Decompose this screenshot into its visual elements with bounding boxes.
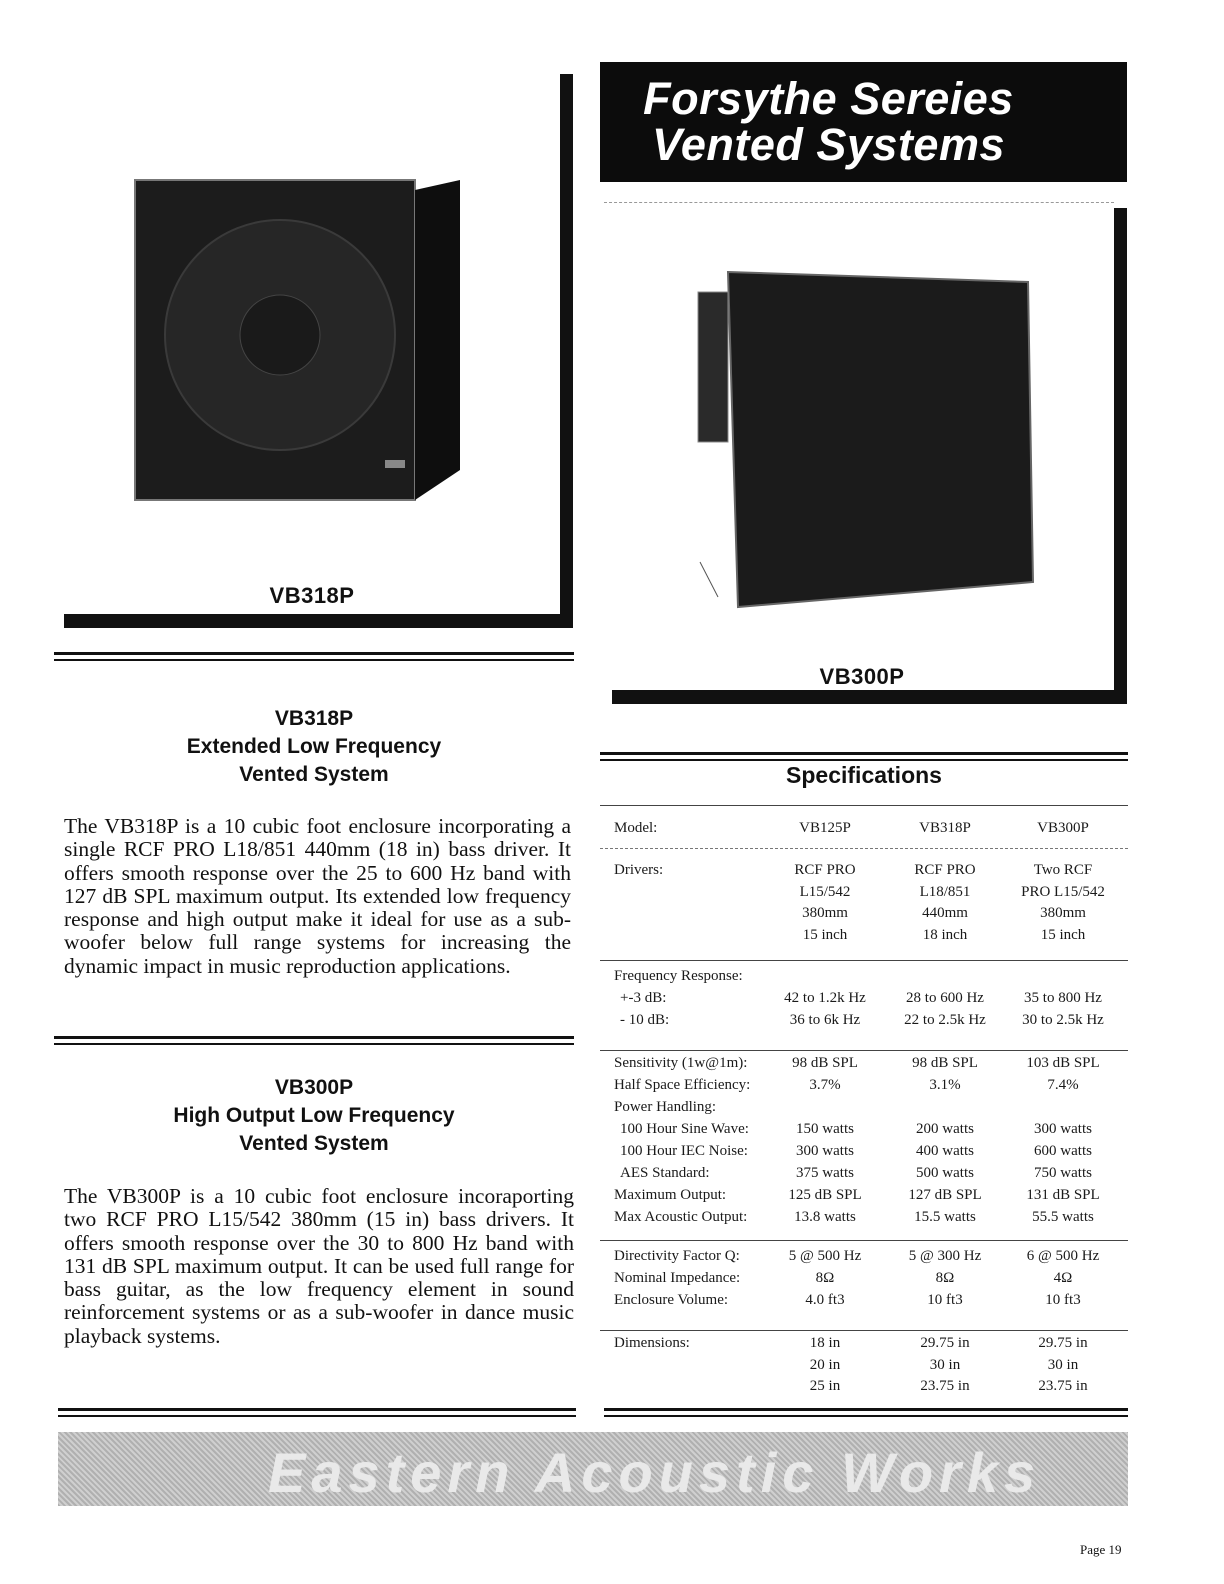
spec-label: Model: — [614, 820, 658, 836]
right-frame-right-bar — [1114, 208, 1127, 704]
spec-label: Max Acoustic Output: — [614, 1209, 748, 1225]
vb300p-photo — [688, 262, 1048, 612]
spec-value: 13.8 watts — [794, 1209, 856, 1225]
vb318p-photo-caption: VB318P — [269, 583, 355, 608]
vb318p-heading-model: VB318P — [274, 707, 354, 730]
spec-value: 300 watts — [796, 1143, 854, 1159]
spec-separator — [600, 960, 1128, 961]
vb318p-heading — [64, 705, 564, 789]
left-frame-bottom-bar — [64, 614, 573, 628]
spec-value: 4.0 ft3 — [805, 1292, 845, 1308]
vb300p-heading — [64, 1074, 564, 1158]
spec-value: VB125P — [799, 820, 851, 836]
spec-value: 8Ω — [935, 1270, 955, 1286]
spec-value: 22 to 2.5k Hz — [904, 1012, 986, 1028]
spec-value: 380mm — [1040, 905, 1086, 921]
spec-value: 15 inch — [802, 926, 848, 943]
spec-value: 3.1% — [929, 1077, 961, 1093]
spec-separator — [600, 805, 1128, 806]
vb300p-heading-desc1: High Output Low Frequency — [173, 1104, 455, 1127]
spec-value: 6 @ 500 Hz — [1026, 1248, 1100, 1264]
spec-value: 200 watts — [916, 1121, 974, 1137]
spec-value: 300 watts — [1034, 1121, 1092, 1137]
spec-label: Nominal Impedance: — [614, 1270, 741, 1286]
section-divider — [54, 652, 574, 661]
spec-label: Power Handling: — [614, 1099, 717, 1115]
spec-value: 400 watts — [916, 1143, 974, 1159]
spec-value: 28 to 600 Hz — [906, 990, 984, 1006]
spec-value: 42 to 1.2k Hz — [784, 990, 866, 1006]
spec-value: 29.75 in — [1038, 1335, 1088, 1351]
spec-value: 36 to 6k Hz — [789, 1012, 861, 1028]
spec-value: 750 watts — [1034, 1165, 1092, 1181]
spec-value: 127 dB SPL — [908, 1187, 982, 1203]
spec-top-divider — [600, 752, 1128, 761]
spec-label: Sensitivity (1w@1m): — [614, 1055, 748, 1071]
page-number: Page 19 — [1080, 1542, 1122, 1557]
spec-separator — [600, 1330, 1128, 1331]
spec-label: +-3 dB: — [620, 990, 667, 1006]
right-frame-top-rule — [604, 202, 1114, 203]
spec-value: VB318P — [919, 820, 971, 836]
spec-value: 150 watts — [796, 1121, 854, 1137]
spec-value: 3.7% — [809, 1077, 841, 1093]
spec-label: - 10 dB: — [620, 1012, 670, 1028]
spec-value: 18 in — [809, 1335, 841, 1351]
spec-label: Frequency Response: — [614, 968, 743, 984]
spec-value: RCF PRO — [794, 862, 856, 878]
spec-value: 30 to 2.5k Hz — [1022, 1012, 1104, 1028]
vb300p-heading-model: VB300P — [274, 1076, 354, 1099]
spec-value-group — [770, 1333, 880, 1398]
spec-separator — [600, 1050, 1128, 1051]
page-title-banner — [600, 62, 1127, 182]
spec-value: 10 ft3 — [1045, 1292, 1081, 1308]
spec-separator — [600, 1240, 1128, 1241]
spec-value: 5 @ 300 Hz — [908, 1248, 982, 1264]
spec-value: 500 watts — [916, 1165, 974, 1181]
spec-label: Enclosure Volume: — [614, 1292, 729, 1308]
spec-value: 10 ft3 — [927, 1292, 963, 1308]
spec-value: 35 to 800 Hz — [1024, 990, 1102, 1006]
spec-value: 18 inch — [922, 926, 968, 943]
spec-value: VB300P — [1037, 820, 1089, 836]
spec-value: 4Ω — [1053, 1270, 1073, 1286]
spec-value: 15.5 watts — [914, 1209, 976, 1225]
spec-value: 25 in — [809, 1378, 841, 1394]
spec-label: 100 Hour IEC Noise: — [620, 1143, 748, 1159]
section-divider — [54, 1036, 574, 1045]
vb318p-heading-desc2: Vented System — [239, 763, 389, 786]
spec-value: 8Ω — [815, 1270, 835, 1286]
spec-value: 20 in — [809, 1356, 841, 1373]
spec-value: 440mm — [922, 905, 968, 921]
spec-value: 125 dB SPL — [788, 1187, 862, 1203]
spec-label: Directivity Factor Q: — [614, 1248, 740, 1264]
vb318p-photo — [130, 170, 470, 505]
bottom-divider-right — [604, 1408, 1128, 1417]
spec-value: 30 in — [1047, 1356, 1079, 1373]
spec-value: RCF PRO — [914, 862, 976, 878]
spec-value: 5 @ 500 Hz — [788, 1248, 862, 1264]
spec-value: PRO L15/542 — [1021, 883, 1105, 900]
spec-value: 380mm — [802, 905, 848, 921]
spec-value: L18/851 — [919, 883, 971, 900]
vb300p-heading-desc2: Vented System — [239, 1132, 389, 1155]
left-frame-right-bar — [560, 74, 573, 628]
vb300p-photo-caption: VB300P — [819, 664, 905, 689]
spec-label: Maximum Output: — [614, 1187, 727, 1203]
spec-value: 30 in — [929, 1356, 961, 1373]
bottom-divider-left — [58, 1408, 576, 1417]
spec-value: 55.5 watts — [1032, 1209, 1094, 1225]
spec-value: 98 dB SPL — [912, 1055, 978, 1071]
spec-value: 23.75 in — [1038, 1378, 1088, 1394]
spec-value-group — [1008, 860, 1118, 946]
spec-value: 98 dB SPL — [792, 1055, 858, 1071]
vb318p-heading-desc1: Extended Low Frequency — [186, 735, 442, 758]
spec-value: 23.75 in — [920, 1378, 970, 1394]
right-frame-bottom-bar — [612, 690, 1127, 704]
spec-value: 7.4% — [1047, 1077, 1079, 1093]
title-line-2: Vented Systems — [652, 119, 1005, 170]
spec-value: 29.75 in — [920, 1335, 970, 1351]
spec-label: 100 Hour Sine Wave: — [620, 1121, 749, 1137]
spec-value: 15 inch — [1040, 926, 1086, 943]
spec-value: Two RCF — [1033, 862, 1093, 878]
spec-label: AES Standard: — [620, 1165, 710, 1181]
vb318p-description: The VB318P is a 10 cubic foot enclosure incorporating a single RCF PRO L18/851 440mm (18 in) bass driver. It offers smooth response over the 25 to 600 Hz band with 127 dB SPL maximum output. Its extended low frequency response and high output make it ideal for use as a sub-woofer below full range systems for increasing the dynamic impact in music reproduction applications. — [64, 814, 571, 978]
spec-label: Drivers: — [614, 862, 664, 878]
spec-value: 600 watts — [1034, 1143, 1092, 1159]
spec-value-group — [1008, 1333, 1118, 1398]
footer-brand-band — [58, 1432, 1128, 1506]
spec-title: Specifications — [786, 762, 942, 788]
spec-value-group — [770, 860, 880, 946]
title-line-1: Forsythe Sereies — [643, 73, 1014, 124]
spec-label: Half Space Efficiency: — [614, 1077, 751, 1093]
spec-value: 103 dB SPL — [1026, 1055, 1100, 1071]
spec-label: Dimensions: — [614, 1335, 690, 1351]
spec-value: L15/542 — [799, 883, 851, 900]
footer-brand-text: Eastern Acoustic Works — [268, 1441, 1042, 1504]
spec-separator — [600, 848, 1128, 849]
spec-value: 375 watts — [796, 1165, 854, 1181]
spec-value-group — [890, 1333, 1000, 1398]
spec-value: 131 dB SPL — [1026, 1187, 1100, 1203]
vb300p-description: The VB300P is a 10 cubic foot enclosure incoraporting two RCF PRO L15/542 380mm (15 in) bass drivers. It offers smooth response over the 30 to 800 Hz band with 131 dB SPL maximum output. It can be used full range for bass guitar, as the low frequency element in sound reinforcement systems or as a sub-woofer in dance music playback systems. — [64, 1184, 574, 1348]
spec-value-group — [890, 860, 1000, 946]
